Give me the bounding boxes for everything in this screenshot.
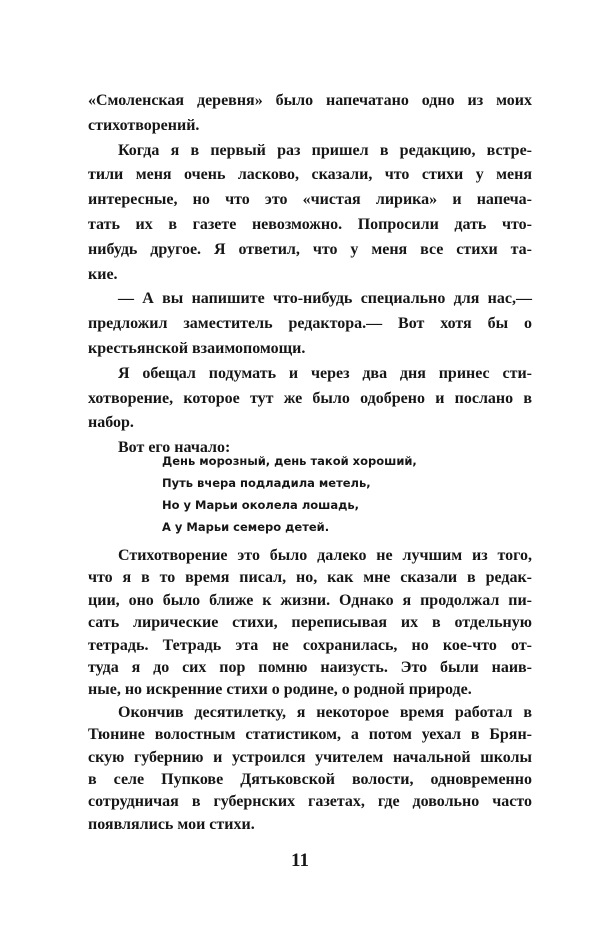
paragraph (88, 362, 532, 436)
poem-line: Но у Марьи околела лошадь, (162, 498, 360, 512)
text-line: туда я до сих пор помню наизусть. Это были наив- (88, 658, 532, 676)
text-line: тили меня очень ласково, сказали, что стихи у меня (88, 166, 532, 184)
poem-excerpt (162, 450, 417, 538)
text-line: ные, но искренние стихи о родине, о родной природе. (88, 681, 472, 699)
text-line: «Смоленская деревня» было напечатано одно из моих (88, 92, 532, 109)
text-line: интересные, но что это «чистая лирика» и напеча- (88, 191, 532, 209)
text-line: Тюнине волостным статистиком, а потом уехал в Брян- (88, 726, 532, 744)
page-number: 11 (291, 850, 309, 871)
poem-line: А у Марьи семеро детей. (162, 520, 330, 534)
paragraph (88, 139, 532, 288)
body-text-top (88, 89, 532, 461)
text-line: что я в то время писал, но, как мне сказали в редак- (88, 569, 532, 587)
text-line: крестьянской взаимопомощи. (88, 339, 306, 357)
text-line: предложил заместитель редактора.— Вот хотя бы о (88, 315, 532, 333)
text-line: стихотворений. (88, 116, 200, 134)
text-line: тетрадь. Тетрадь эта не сохранилась, но кое-что от- (88, 636, 532, 654)
text-line: сать лирические стихи, переписывая их в отдельную (88, 614, 532, 632)
text-line: появлялись мои стихи. (88, 815, 255, 833)
text-line: — А вы напишите что-нибудь специально для нас,— (118, 290, 532, 308)
text-line: нибудь другое. Я ответил, что у меня все стихи та- (88, 240, 532, 258)
text-line: Окончив десятилетку, я некоторое время работал в (118, 703, 532, 721)
text-line: в селе Пупкове Дятьковской волости, одновременно (88, 770, 532, 788)
paragraph (88, 287, 532, 361)
poem-line: Путь вчера подладила метель, (162, 476, 371, 490)
paragraph (88, 89, 532, 139)
text-line: Я обещал подумать и через два дня принес сти- (118, 364, 532, 382)
poem-line: День морозный, день такой хороший, (162, 454, 417, 468)
paragraph (88, 702, 532, 836)
text-line: Когда я в первый раз пришел в редакцию, встре- (118, 141, 532, 159)
text-line: набор. (88, 414, 134, 432)
text-line: Стихотворение это было далеко не лучшим из того, (118, 547, 532, 564)
text-line: ции, оно было ближе к жизни. Однако я продолжал пи- (88, 591, 532, 609)
text-line: Вот его начало: (118, 439, 231, 457)
text-line: кие. (88, 265, 118, 283)
text-line: сотрудничая в губернских газетах, где довольно часто (88, 793, 532, 811)
text-line: тать их в газете невозможно. Попросили дать что- (88, 215, 532, 233)
text-line: хотворение, которое тут же было одобрено и послано в (88, 389, 532, 407)
text-line: скую губернию и устроился учителем начальной школы (88, 748, 532, 766)
body-text-bottom (88, 545, 532, 836)
paragraph (88, 545, 532, 702)
